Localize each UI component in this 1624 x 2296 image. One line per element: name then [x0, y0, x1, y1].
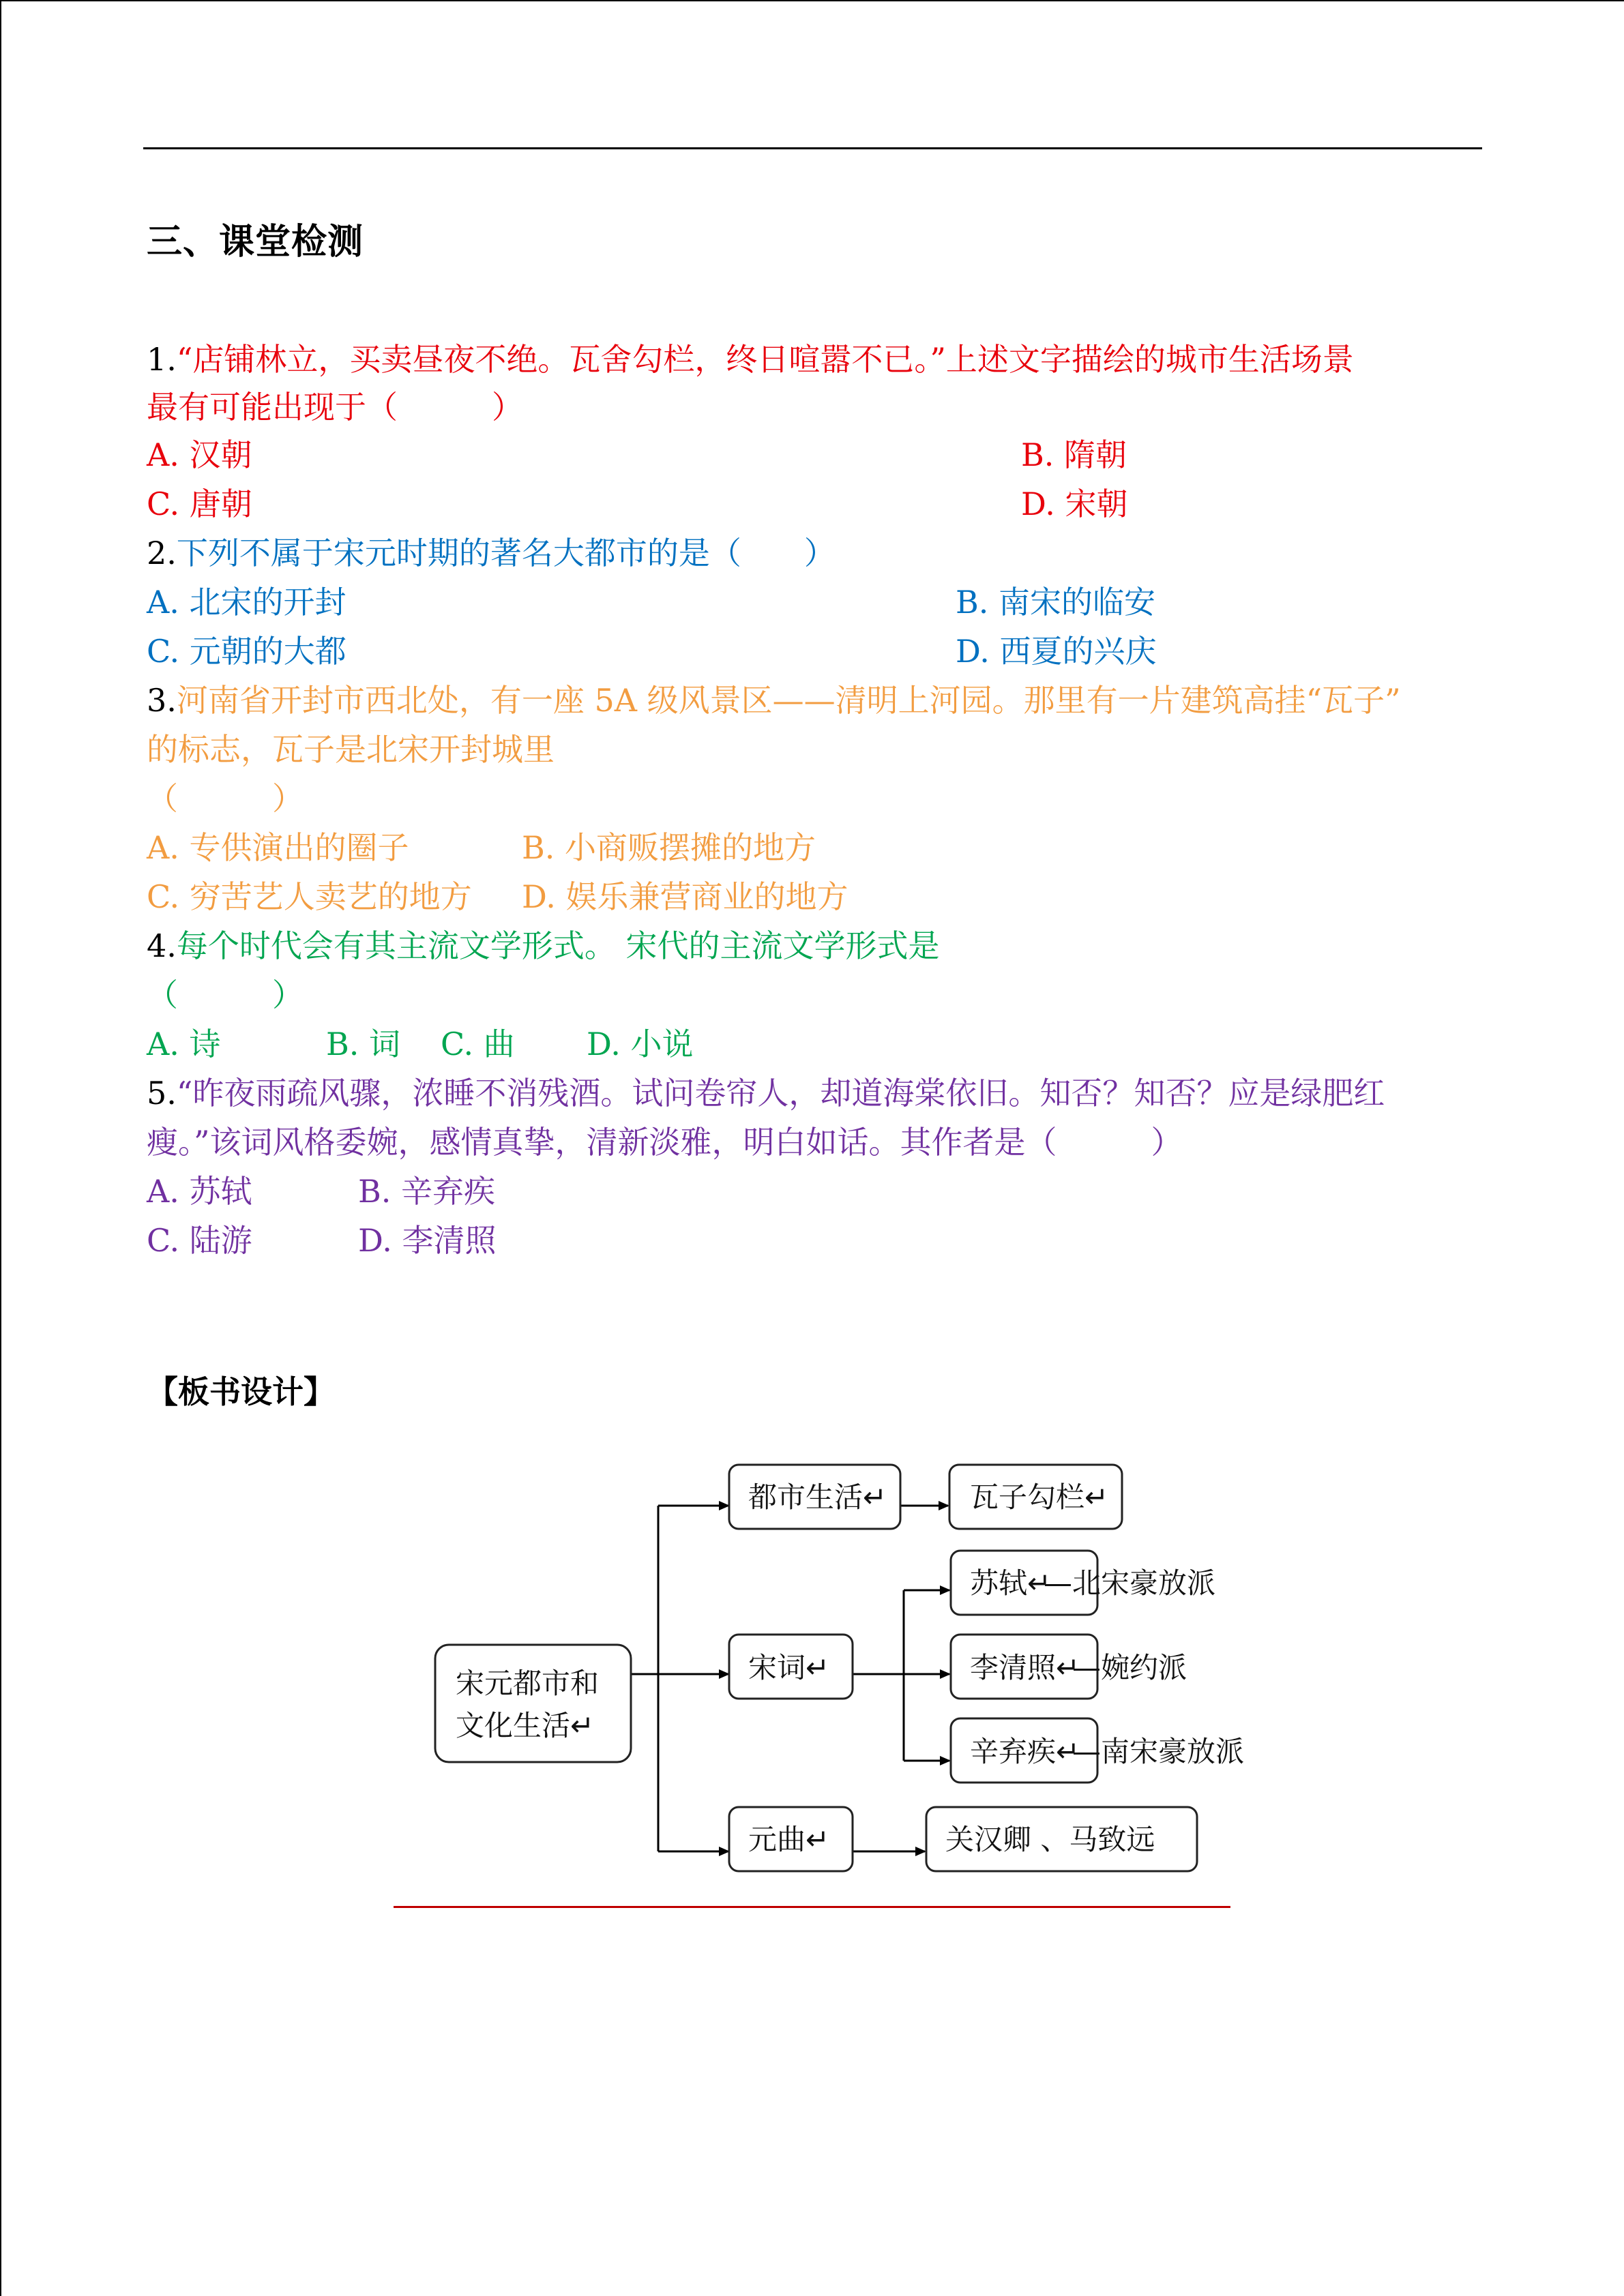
question-3-line-2: 的标志，瓦子是北宋开封城里	[147, 731, 555, 768]
question-4-option-a: A. 诗	[147, 1026, 221, 1062]
sushi-school-text: —北宋豪放派	[1044, 1566, 1216, 1600]
question-2-line-1: 2.下列不属于宋元时期的著名大都市的是（ ）	[147, 535, 836, 571]
question-3-line-1: 3.河南省开封市西北处，有一座 5A 级风景区——清明上河园。那里有一片建筑高挂“瓦子”	[147, 682, 1401, 719]
question-4-option-b: B. 词	[326, 1026, 401, 1062]
root-text-line-1: 宋元都市和	[456, 1667, 600, 1700]
question-1-line-1: 1.“店铺林立，买卖昼夜不绝。瓦舍勾栏，终日喧嚣不已。”上述文字描绘的城市生活场景	[147, 341, 1354, 378]
question-3-option-d: D. 娱乐兼营商业的地方	[522, 878, 848, 915]
question-1-option-c: C. 唐朝	[147, 486, 252, 522]
question-5-option-a: A. 苏轼	[147, 1173, 252, 1210]
question-5-line-2: 瘦。”该词风格委婉，感情真挚，清新淡雅，明白如话。其作者是（ ）	[147, 1124, 1183, 1161]
footer-rule	[394, 1906, 1230, 1908]
city-life-text: 都市生活↵	[748, 1480, 887, 1514]
root-box	[435, 1645, 631, 1762]
question-3-line-3: （ ）	[147, 780, 304, 817]
question-4-number: 4.	[147, 927, 177, 964]
question-1-option-a: A. 汉朝	[147, 436, 252, 473]
board-design-title: 【板书设计】	[147, 1373, 335, 1410]
question-2-option-b: B. 南宋的临安	[956, 584, 1156, 621]
question-2-number: 2.	[147, 535, 177, 571]
question-5-line-1: 5.“昨夜雨疏风骤，浓睡不消残酒。试问卷帘人，却道海棠依旧。知否？知否？应是绿肥红	[147, 1075, 1385, 1112]
question-3-option-a: A. 专供演出的圈子	[147, 829, 409, 866]
question-5-option-c: C. 陆游	[147, 1222, 252, 1259]
xinqiji-school-text: —南宋豪放派	[1072, 1735, 1245, 1768]
root-text-line-2: 文化生活↵	[456, 1709, 595, 1742]
liqingzhao-text: 李清照↵	[970, 1651, 1080, 1684]
question-2-option-a: A. 北宋的开封	[147, 584, 346, 621]
question-5-option-b: B. 辛弃疾	[358, 1173, 496, 1210]
question-5-option-d: D. 李清照	[358, 1222, 497, 1259]
question-4-option-c: C. 曲	[441, 1026, 515, 1062]
song-ci-text: 宋词↵	[748, 1651, 830, 1684]
question-4-line-2: （ ）	[147, 976, 304, 1013]
sushi-text: 苏轼↵	[970, 1566, 1052, 1600]
question-3-number: 3.	[147, 682, 177, 719]
liqingzhao-school-text: —婉约派	[1072, 1651, 1187, 1684]
section-title: 三、课堂检测	[147, 221, 364, 263]
question-5-number: 5.	[147, 1075, 177, 1112]
question-2-option-d: D. 西夏的兴庆	[956, 633, 1157, 670]
question-1-option-d: D. 宋朝	[1021, 486, 1128, 522]
question-4-line-1: 4.每个时代会有其主流文学形式。 宋代的主流文学形式是	[147, 927, 940, 964]
question-1-option-b: B. 隋朝	[1021, 436, 1127, 473]
wazi-goulan-text: 瓦子勾栏↵	[970, 1480, 1109, 1514]
guanhanqing-text: 关汉卿 、马致远	[945, 1823, 1155, 1856]
question-3-option-b: B. 小商贩摆摊的地方	[522, 829, 816, 866]
question-1-line-2: 最有可能出现于（ ）	[147, 389, 523, 426]
yuan-qu-text: 元曲↵	[748, 1823, 830, 1856]
question-4-option-d: D. 小说	[587, 1026, 694, 1062]
question-3-option-c: C. 穷苦艺人卖艺的地方	[147, 878, 472, 915]
xinqiji-text: 辛弃疾↵	[970, 1735, 1080, 1768]
question-1-number: 1.	[147, 341, 177, 378]
question-2-option-c: C. 元朝的大都	[147, 633, 346, 670]
